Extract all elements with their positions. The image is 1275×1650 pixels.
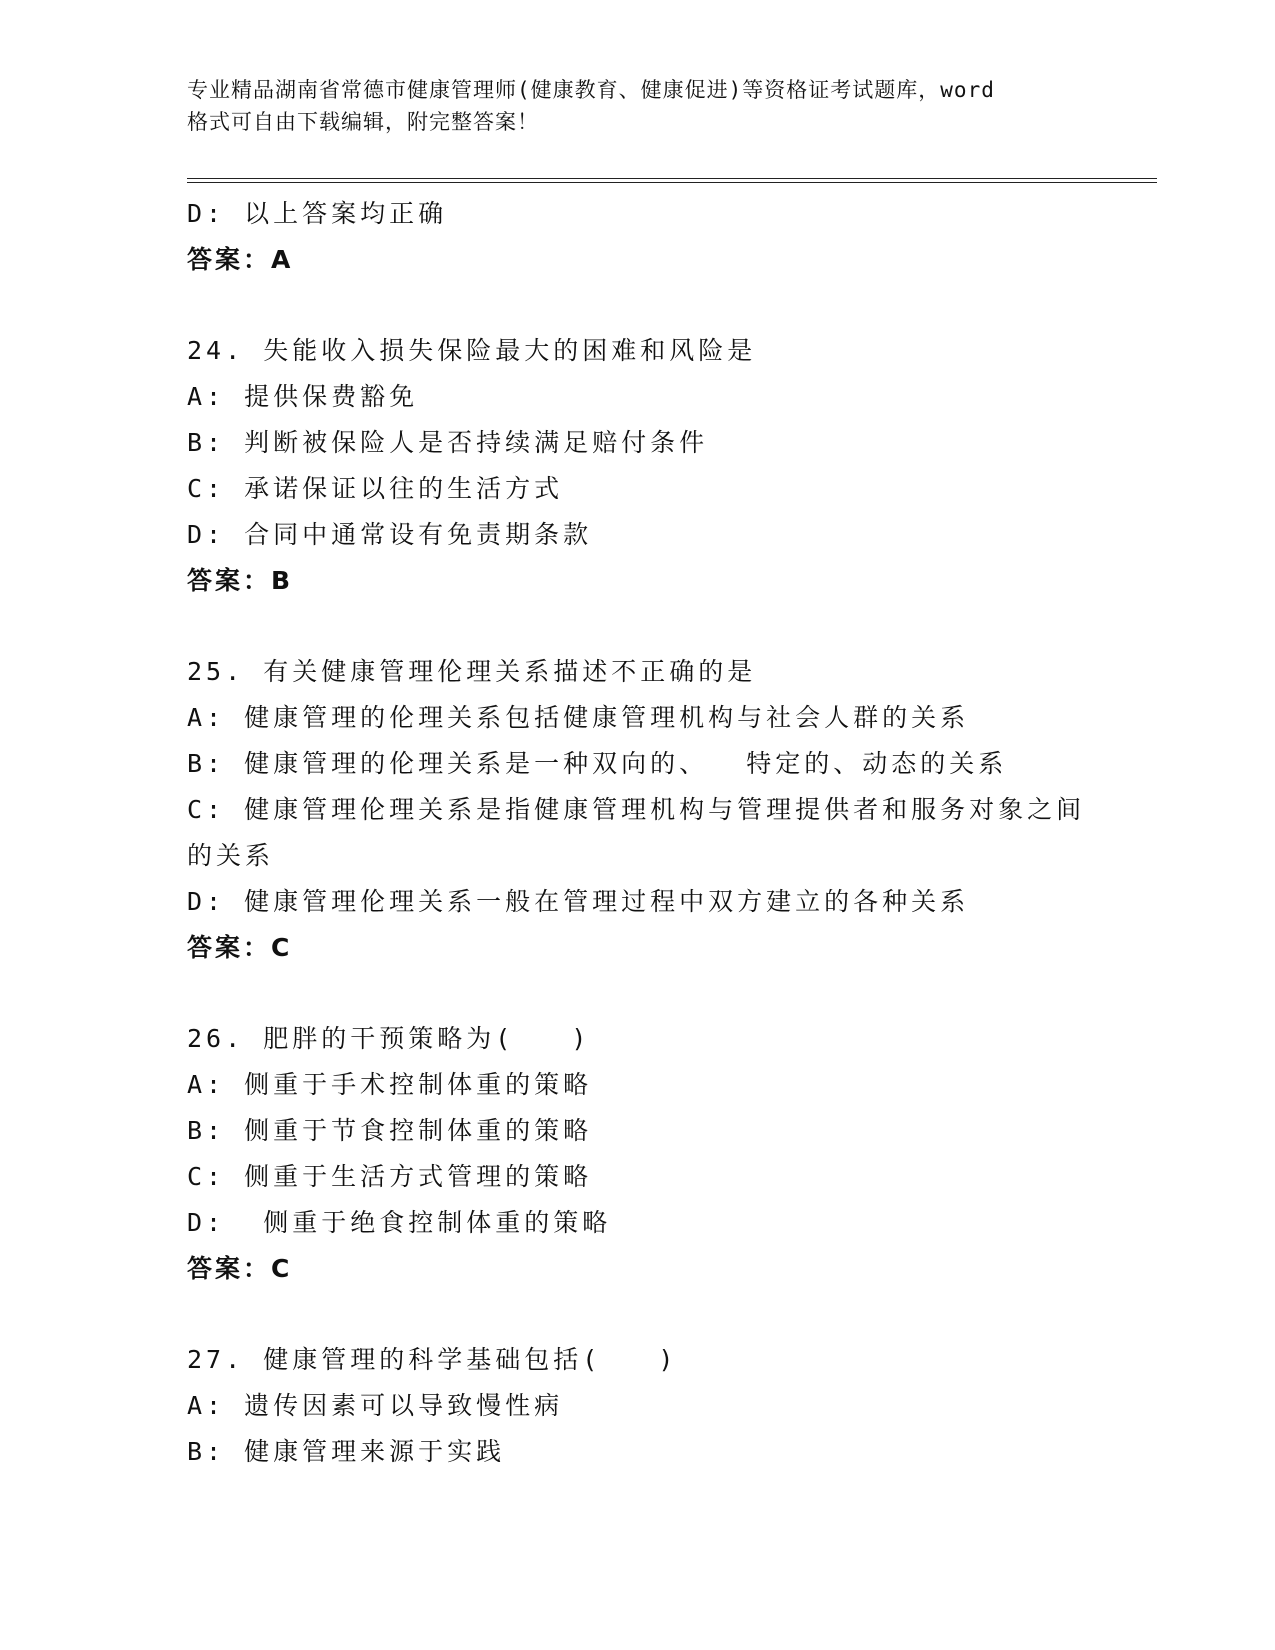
question-text: 25. 有关健康管理伦理关系描述不正确的是	[187, 657, 757, 686]
header-line-1: 专业精品湖南省常德市健康管理师(健康教育、健康促进)等资格证考试题库，word	[187, 78, 995, 102]
answer-line: 答案：C	[187, 1254, 293, 1283]
option-d: D: 合同中通常设有免责期条款	[187, 520, 593, 549]
option-b: B: 健康管理的伦理关系是一种双向的、 特定的、动态的关系	[187, 749, 1008, 778]
question-24	[187, 328, 1087, 604]
question-list	[187, 191, 1087, 1475]
question-27	[187, 1337, 1087, 1475]
option-c: C: 侧重于生活方式管理的策略	[187, 1162, 593, 1191]
option-a: A: 遗传因素可以导致慢性病	[187, 1391, 564, 1420]
question-text: 27. 健康管理的科学基础包括( )	[187, 1345, 678, 1374]
header-line-2: 格式可自由下载编辑，附完整答案！	[187, 110, 539, 134]
header-rule-bottom	[187, 182, 1157, 183]
question-text: 26. 肥胖的干预策略为( )	[187, 1024, 591, 1053]
option-b: B: 侧重于节食控制体重的策略	[187, 1116, 593, 1145]
option-c: C: 健康管理伦理关系是指健康管理机构与管理提供者和服务对象之间	[187, 795, 1086, 824]
question-26	[187, 1016, 1087, 1292]
header-rule-top	[187, 178, 1157, 179]
page-header	[187, 74, 1087, 138]
option-d: D: 侧重于绝食控制体重的策略	[187, 1208, 612, 1237]
option-c: C: 承诺保证以往的生活方式	[187, 474, 564, 503]
option-a: A: 侧重于手术控制体重的策略	[187, 1070, 593, 1099]
option-a: A: 健康管理的伦理关系包括健康管理机构与社会人群的关系	[187, 703, 970, 732]
question-text: 24. 失能收入损失保险最大的困难和风险是	[187, 336, 757, 365]
answer-line: 答案：B	[187, 566, 294, 595]
option-b: B: 健康管理来源于实践	[187, 1437, 506, 1466]
option-a: A: 提供保费豁免	[187, 382, 419, 411]
answer-line: 答案：A	[187, 245, 294, 274]
option-d: D: 以上答案均正确	[187, 199, 448, 228]
answer-line: 答案：C	[187, 933, 293, 962]
question-25	[187, 649, 1087, 971]
option-b: B: 判断被保险人是否持续满足赔付条件	[187, 428, 709, 457]
option-c-continued: 的关系	[187, 841, 275, 870]
option-d: D: 健康管理伦理关系一般在管理过程中双方建立的各种关系	[187, 887, 970, 916]
